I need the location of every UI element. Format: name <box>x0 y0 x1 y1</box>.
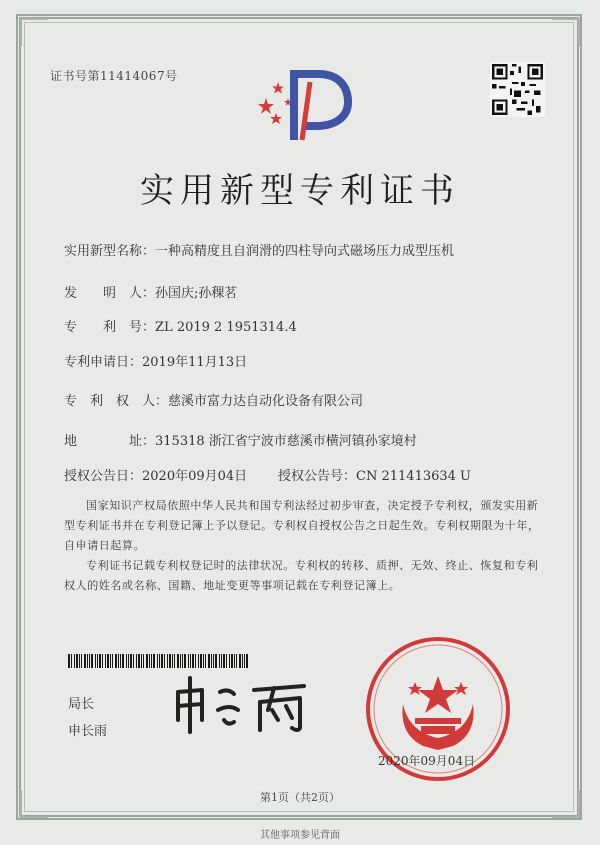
field-row-name <box>64 240 454 259</box>
director-name: 申长雨 <box>68 724 108 739</box>
footer-note: 其他事项参见背面 <box>260 830 340 841</box>
corner-ornament <box>552 18 580 46</box>
grant-no-value: CN 211413634 U <box>356 469 472 484</box>
field-value: ZL 2019 2 1951314.4 <box>155 320 297 335</box>
cnipa-logo-icon <box>258 68 354 144</box>
field-row-address <box>64 430 417 449</box>
field-row-patent-no <box>64 316 297 335</box>
field-row-application-date <box>64 351 247 370</box>
certificate-number: 证书号第11414067号 <box>50 69 178 83</box>
field-row-patentee <box>64 390 363 409</box>
field-row-inventor <box>64 282 237 301</box>
field-value: 孙国庆;孙稞茗 <box>155 286 238 301</box>
field-label: 专 利 权 人： <box>64 394 169 409</box>
legal-paragraph-1: 国家知识产权局依照中华人民共和国专利法经过初步审查，决定授予专利权，颁发实用新型专利证书并在专利登记簿上予以登记。专利权自授权公告之日起生效。专利权期限为十年，自申请日起算。 <box>64 499 540 552</box>
field-row-grant <box>64 465 471 484</box>
barcode-icon <box>68 654 250 668</box>
corner-ornament <box>20 18 48 46</box>
field-value: 一种高精度且自润滑的四柱导向式磁场压力成型压机 <box>155 244 455 259</box>
seal-date: 2020年09月04日 <box>378 754 476 768</box>
grant-date-value: 2020年09月04日 <box>142 469 248 484</box>
legal-paragraph-2: 专利证书记载专利权登记时的法律状况。专利权的转移、质押、无效、终止、恢复和专利权人的姓名或名称、国籍、地址变更等事项记载在专利登记簿上。 <box>64 559 539 592</box>
field-label: 地 址： <box>64 434 156 449</box>
grant-date-label: 授权公告日： <box>64 469 143 484</box>
director-signature <box>168 670 318 740</box>
field-label: 专利申请日： <box>64 355 143 370</box>
grant-no-label: 授权公告号： <box>278 469 357 484</box>
field-value: 2019年11月13日 <box>142 355 248 370</box>
field-value: 慈溪市富力达自动化设备有限公司 <box>168 394 364 409</box>
field-value: 315318 浙江省宁波市慈溪市横河镇孙家境村 <box>155 434 417 449</box>
field-label: 发 明 人： <box>64 286 156 301</box>
certificate-title: 实用新型专利证书 <box>140 171 460 211</box>
page-number: 第1页（共2页） <box>260 791 340 804</box>
field-label: 专 利 号： <box>64 320 156 335</box>
director-title: 局长 <box>68 697 95 712</box>
qr-code-icon <box>490 62 545 117</box>
field-label: 实用新型名称： <box>64 244 156 259</box>
